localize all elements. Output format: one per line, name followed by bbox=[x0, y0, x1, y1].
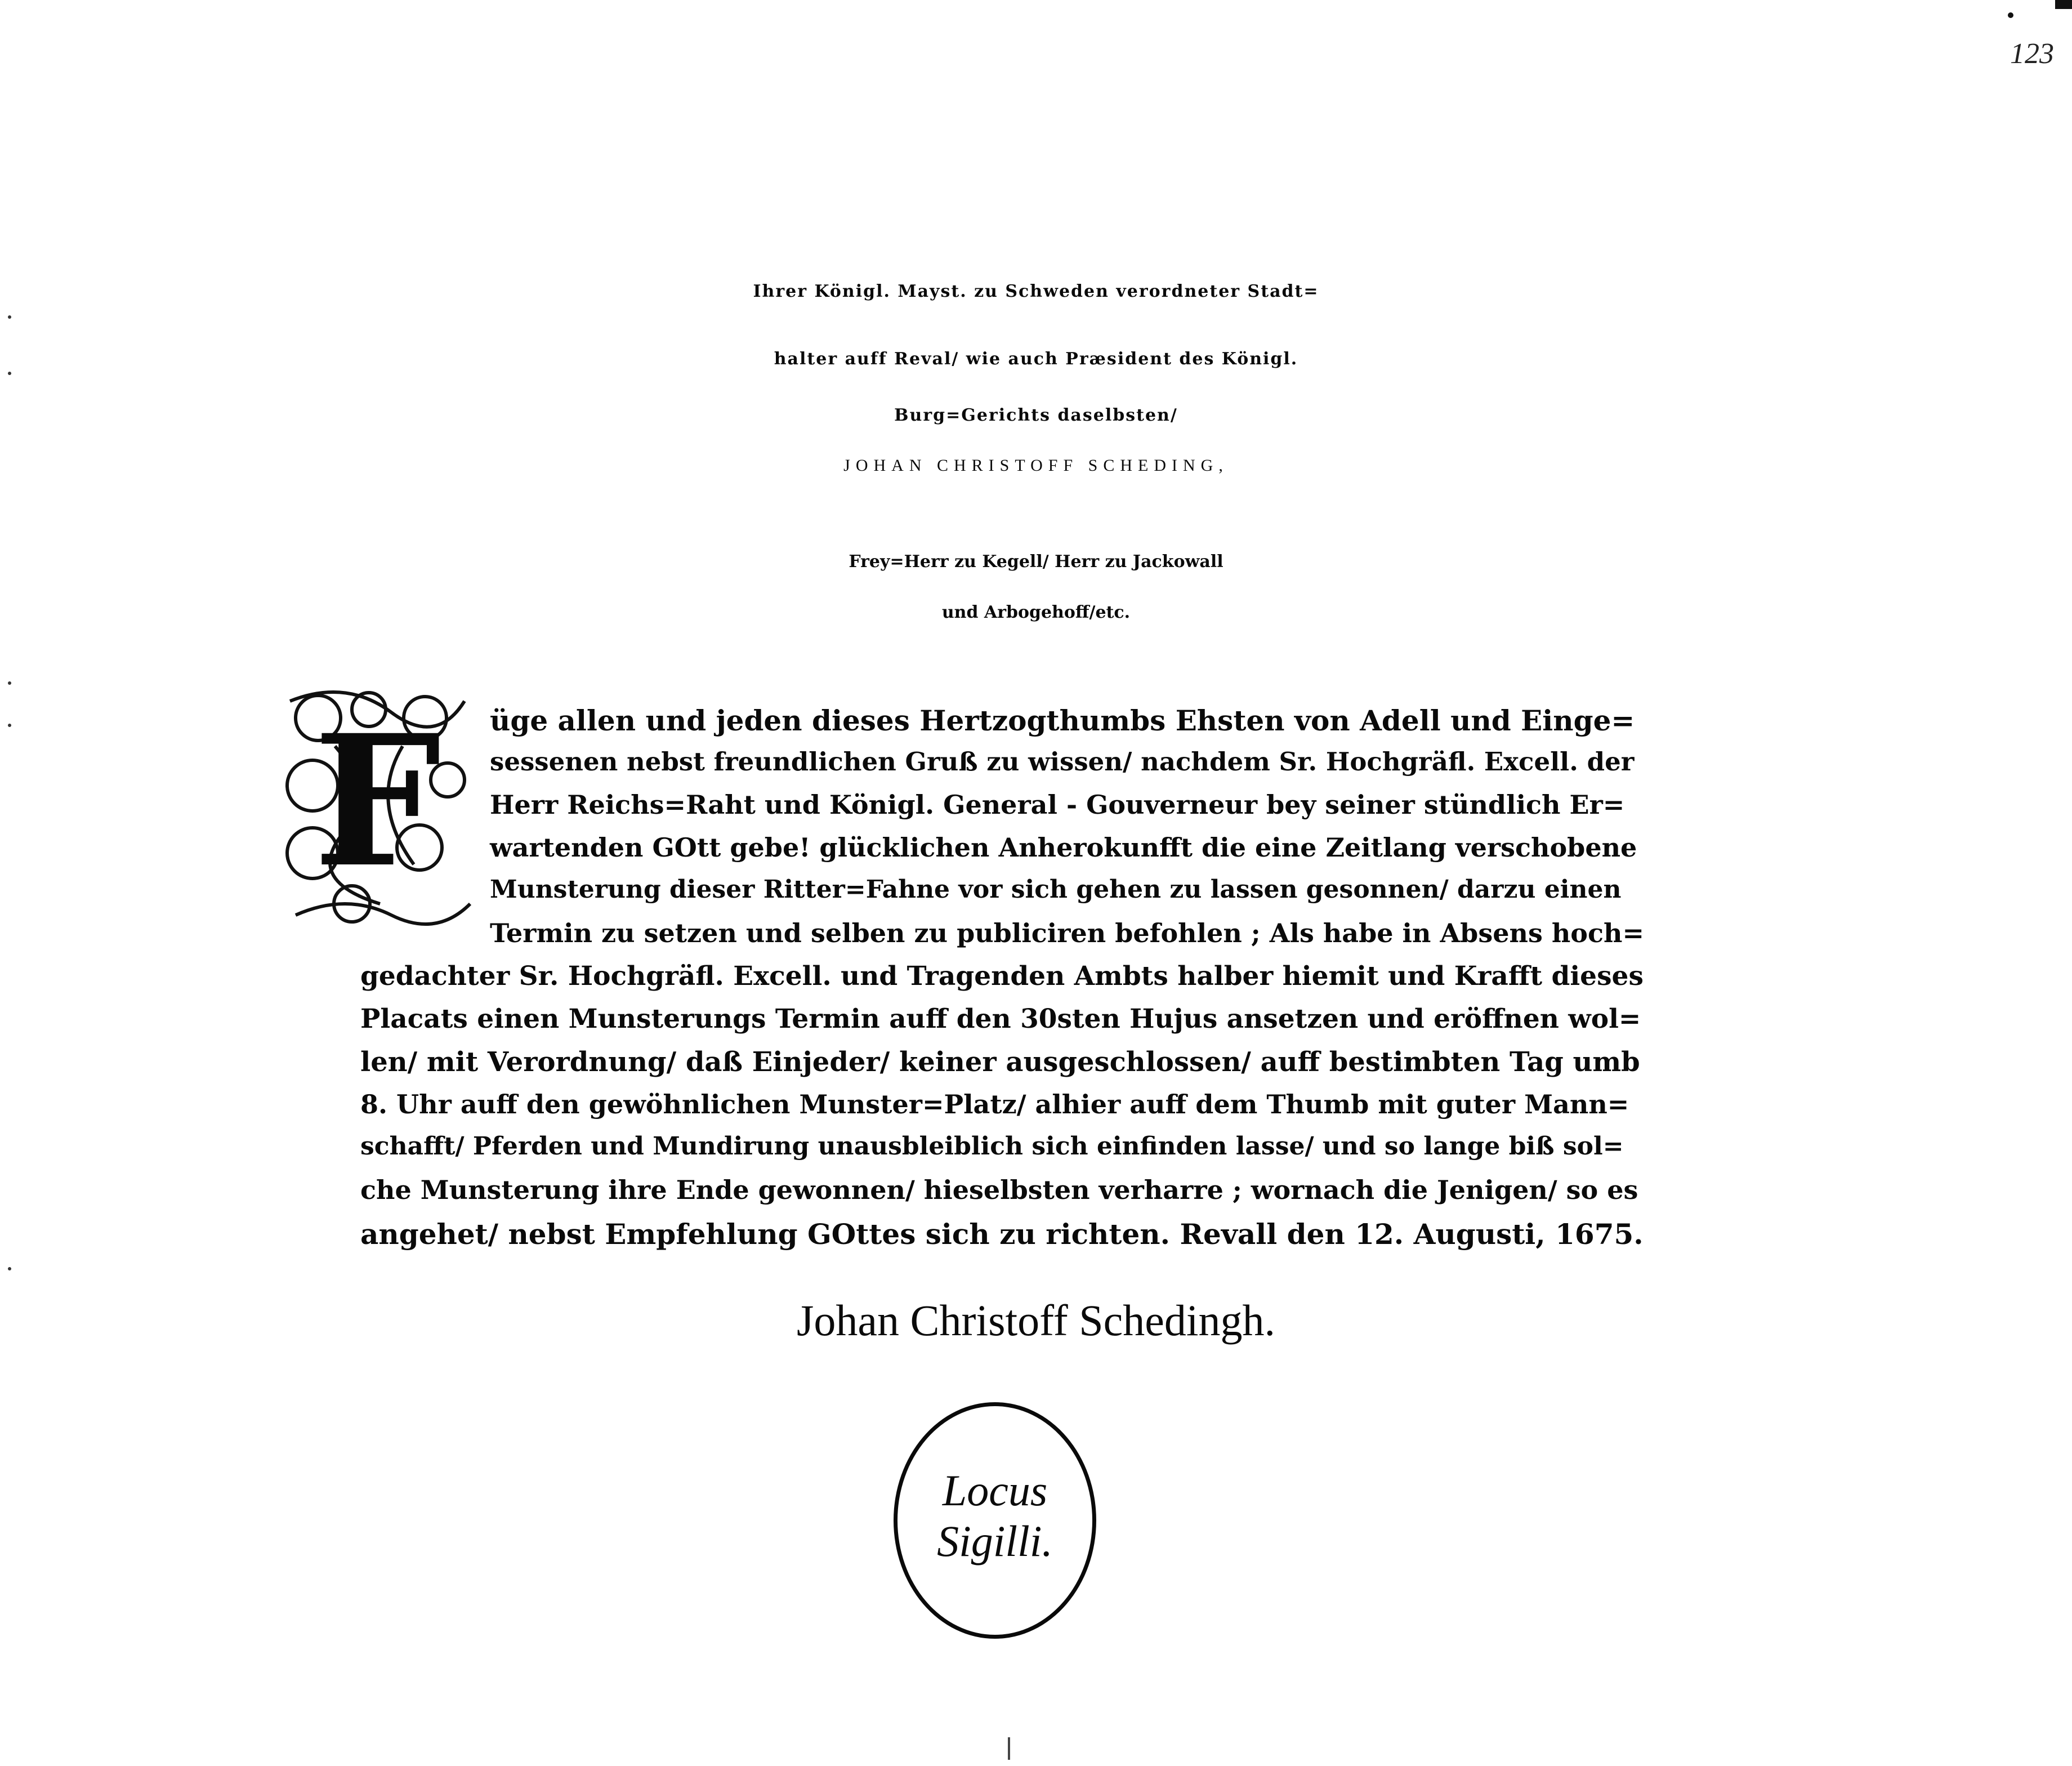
page-number: 123 bbox=[2010, 38, 2054, 70]
body-line: sessenen nebst freundlichen Gruß zu wissen/ nachdem Sr. Hochgräfl. Excell. der bbox=[490, 747, 1635, 777]
seal-placeholder bbox=[894, 1402, 1096, 1639]
body-line: 8. Uhr auff den gewöhnlichen Munster=Platz/ alhier auff dem Thumb mit guter Mann= bbox=[360, 1089, 1629, 1120]
body-line: Herr Reichs=Raht und Königl. General - Gouverneur bey seiner stündlich Er= bbox=[490, 790, 1625, 820]
initial-letter: F bbox=[313, 696, 441, 907]
titles-line-2: und Arbogehoff/etc. bbox=[941, 603, 1131, 622]
seal-text-line-2: Sigilli. bbox=[937, 1517, 1053, 1566]
body-line: gedachter Sr. Hochgräfl. Excell. und Tragenden Ambts halber hiemit und Krafft dieses bbox=[360, 961, 1644, 992]
heading-line-1: Ihrer Königl. Mayst. zu Schweden verordneter Stadt= bbox=[753, 282, 1319, 301]
corner-mark bbox=[2055, 0, 2072, 9]
margin-mark bbox=[8, 1267, 11, 1270]
body-line: Placats einen Munsterungs Termin auff den 30sten Hujus ansetzen und eröffnen wol= bbox=[360, 1004, 1641, 1034]
body-line: üge allen und jeden dieses Hertzogthumbs Ehsten von Adell und Einge= bbox=[490, 704, 1635, 737]
body-line: Munsterung dieser Ritter=Fahne vor sich gehen zu lassen gesonnen/ darzu einen bbox=[490, 875, 1622, 904]
corner-dot bbox=[2008, 12, 2013, 18]
body-line: len/ mit Verordnung/ daß Einjeder/ keiner ausgeschlossen/ auff bestimbten Tag umb bbox=[360, 1046, 1640, 1078]
issuer-name: JOHAN CHRISTOFF SCHEDING, bbox=[843, 456, 1229, 475]
signature: Johan Christoff Schedingh. bbox=[796, 1296, 1275, 1345]
bottom-mark bbox=[1008, 1737, 1010, 1760]
margin-mark bbox=[8, 724, 11, 727]
seal-text-line-1: Locus bbox=[942, 1466, 1048, 1515]
body-line: schafft/ Pferden und Mundirung unausbleiblich sich einfinden lasse/ und so lange biß sol= bbox=[360, 1132, 1624, 1161]
margin-mark bbox=[8, 315, 11, 319]
margin-mark bbox=[8, 681, 11, 685]
heading-line-2: halter auff Reval/ wie auch Præsident des Königl. bbox=[774, 349, 1298, 369]
body-line: che Munsterung ihre Ende gewonnen/ hieselbsten verharre ; wornach die Jenigen/ so es bbox=[360, 1175, 1638, 1205]
body-line: Termin zu setzen und selben zu publiciren befohlen ; Als habe in Absens hoch= bbox=[490, 918, 1644, 948]
heading-line-3: Burg=Gerichts daselbsten/ bbox=[894, 405, 1178, 425]
body-text bbox=[360, 704, 1644, 1260]
body-line: angehet/ nebst Empfehlung GOttes sich zu richten. Revall den 12. Augusti, 1675. bbox=[360, 1218, 1644, 1251]
body-line: wartenden GOtt gebe! glücklichen Anherokunfft die eine Zeitlang verschobene bbox=[490, 832, 1637, 863]
titles-line-1: Frey=Herr zu Kegell/ Herr zu Jackowall bbox=[849, 552, 1223, 572]
margin-mark bbox=[8, 372, 11, 375]
